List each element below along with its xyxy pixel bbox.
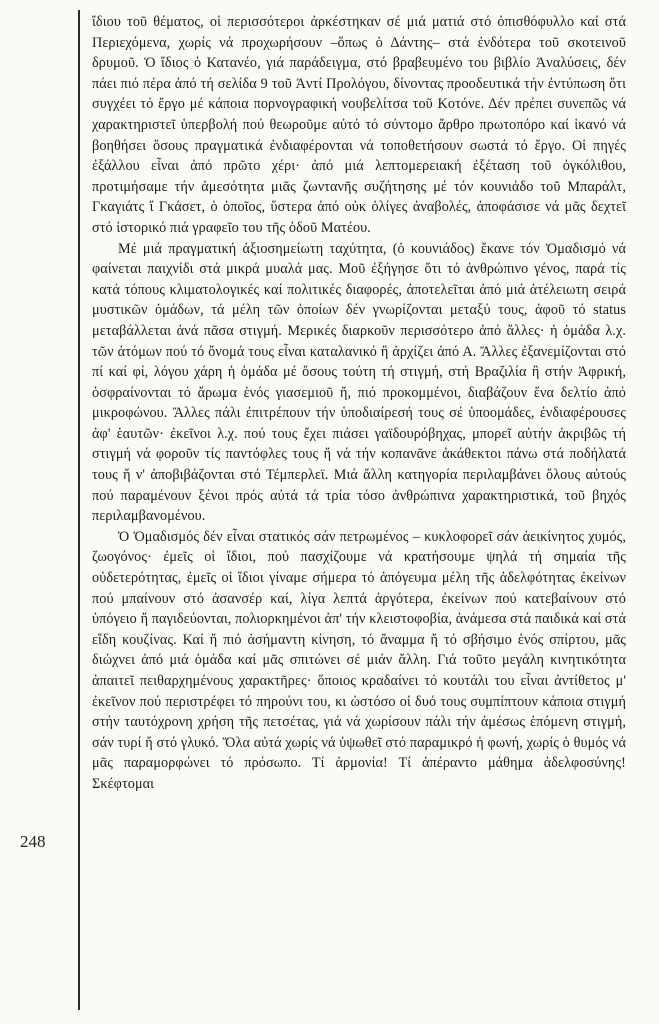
page-number: 248 [20,832,46,851]
paragraph-1: ἴδιου τοῦ θέματος, οἱ περισσότεροι ἀρκέστηκαν σέ μιά ματιά στό ὀπισθόφυλλο καί στά Περιεχόμενα, χωρίς νά προχωρήσουν –ὅπως ὁ Δάντης– στά ἐνδότερα τοῦ σκοτεινοῦ δρυμοῦ. Ὁ ἴδιος ὁ Κατανέο, γιά παράδειγμα, στό βραβευμένο του βιβλίο Ἀναλύσεις, δέν πάει πιό πέρα ἀπό τή σελίδα 9 τοῦ Ἀντί Προλόγου, δίνοντας προοδευτικά τήν ἐντύπωση ὅτι συγχέει τό ἔργο μέ κάποια πορνογραφική νουβελίτσα τοῦ Κοτόνε. Δέν πρέπει συνεπῶς νά χαρακτηριστεῖ ὑπερβολή πού θεωροῦμε αὐτό τό σύντομο ἄρθρο πρωτοπόρο καί ἱκανό νά βοηθήσει ὅσους πραγματικά ἐνδιαφέρονται νά τοποθετήσουν σωστά τό ἔργο. Οἱ πηγές ἐξάλλου εἶναι ἀπό πρῶτο χέρι· ἀπό μιά λεπτομερειακή ἐξέταση τοῦ ὀγκόλιθου, προτιμήσαμε τήν ἀμεσότητα μιᾶς ζωντανῆς συζήτησης μέ τόν κουνιάδο τοῦ Μπαράλτ, Γκαγιάτς ἴ Γκάσετ, ὁ ὁποῖος, ὕστερα ἀπό οὐκ ὀλίγες ἀναβολές, ἀποφάσισε νά μᾶς δεχτεῖ στό ἱστορικό πιά γραφεῖο του τῆς ὁδοῦ Ματέου. [92,14,626,236]
paragraph-3: Ὁ Ὁμαδισμός δέν εἶναι στατικός σάν πετρωμένος – κυκλοφορεῖ σάν ἀεικίνητος χυμός, ζωογόνος· ἐμεῖς οἱ ἴδιοι, πού πασχίζουμε νά κρατήσουμε ψηλά τή σημαία τῆς οὐδετερότητας, ἐμεῖς οἱ ἴδιοι γίναμε σήμερα τό ἀπόγευμα μέλη τῆς ἀδελφότητας ἐκείνων πού μπαίνουν στό ἀσανσέρ καί, λίγα λεπτά ἀργότερα, ἐκείνων πού κατεβαίνουν στό ὑπόγειο ἤ παγιδεύονται, πολιορκημένοι ἀπ' τήν κλειστοφοβία, ἀνάμεσα στά παιδικά καί στά εἴδη κουζίνας. Καί ἤ πιό ἀσήμαντη κίνηση, τό ἄναμμα ἤ τό σβήσιμο ἑνός σπίρτου, μᾶς διώχνει ἀπό μιά ὁμάδα καί μᾶς σπιτώνει σέ μιάν ἄλλη. Γιά τοῦτο μεγάλη κινητικότητα ἀπαιτεῖ πειθαρχημένους χαρακτῆρες· ὅποιος κραδαίνει τό κουτάλι του εἶναι ἀντίθετος μ' ἐκεῖνον πού περιστρέφει τό πηρούνι του, κι ὡστόσο οἱ δυό τους συμπίπτουν κάποια στιγμή στήν ταυτόχρονη χρήση τῆς πετσέτας, γιά νά χωρίσουν πάλι τήν ἀμέσως ἑπόμενη στιγμή, σάν τυρί ἤ στό γλυκό. Ὅλα αὐτά χωρίς νά ὑψωθεῖ στό παραμικρό ἡ φωνή, χωρίς ὁ θυμός νά μᾶς παραμορφώνει τό πρόσωπο. Τί ἁρμονία! Τί ἀπέραντο μάθημα ἀδελφοσύνης! Σκέφτομαι [92,528,626,792]
margin-rule [78,10,80,1010]
body-text [92,12,626,795]
paragraph-2: Μέ μιά πραγματική ἀξιοσημείωτη ταχύτητα, (ὁ κουνιάδος) ἔκανε τόν Ὁμαδισμό νά φαίνεται παιχνίδι στά μικρά μυαλά μας. Μοῦ ἐξήγησε ὅτι τό ἀνθρώπινο γένος, παρά τίς κατά τόπους κλιματολογικές καί πολιτικές διαφορές, ἀποτελεῖται ἀπό μιά ἀτέλειωτη σειρά μυστικῶν ὁμάδων, τά μέλη τῶν ὁποίων δέν γνωρίζονται μεταξύ τους, ἀφοῦ τό status μεταβάλλεται ἀνά πᾶσα στιγμή. Μερικές διαρκοῦν περισσότερο ἀπό ἄλλες· ἡ ὁμάδα λ.χ. τῶν ἀτόμων πού τό ὄνομά τους εἶναι καταλανικό ἢ ἀρχίζει ἀπό Α. Ἄλλες ἐξανεμίζονται στό πί καί φί, λόγου χάρη ἡ ὁμάδα μέ ὅσους τούτη τή στιγμή, στή Βραζιλία ἢ στήν Ἀφρική, ὀσφραίνονται τό ἄρωμα ἑνός γιασεμιοῦ ἤ, πιό προκομμένοι, διαβάζουν ἕνα δελτίο ἀπό μικροφώνου. Ἄλλες πάλι ἐπιτρέπουν τήν ὑποδιαίρεσή τους σέ ὑποομάδες, ἐνδιαφέρουσες ἀφ' ἑαυτῶν· ἐκεῖνοι λ.χ. πού τους ἔχει πιάσει γαϊδουρόβηχας, μπορεῖ αὐτήν ἀκριβῶς τή στιγμή νά φοροῦν τίς παντόφλες τους ἤ νά τήν κοπανᾶνε ἀκάθεκτοι πάνω στά ποδήλατά τους ἤ ν' ἀποβιβάζονται στό Τέμπερλεϊ. Μιά ἄλλη κατηγορία περιλαμβάνει ὅλους αὐτούς πού παραμένουν ξένοι πρός αὐτά τά τρία τόσο ἀνθρώπινα χαρακτηριστικά, τοῦ βηχός περιλαμβανομένου. [92,240,626,525]
